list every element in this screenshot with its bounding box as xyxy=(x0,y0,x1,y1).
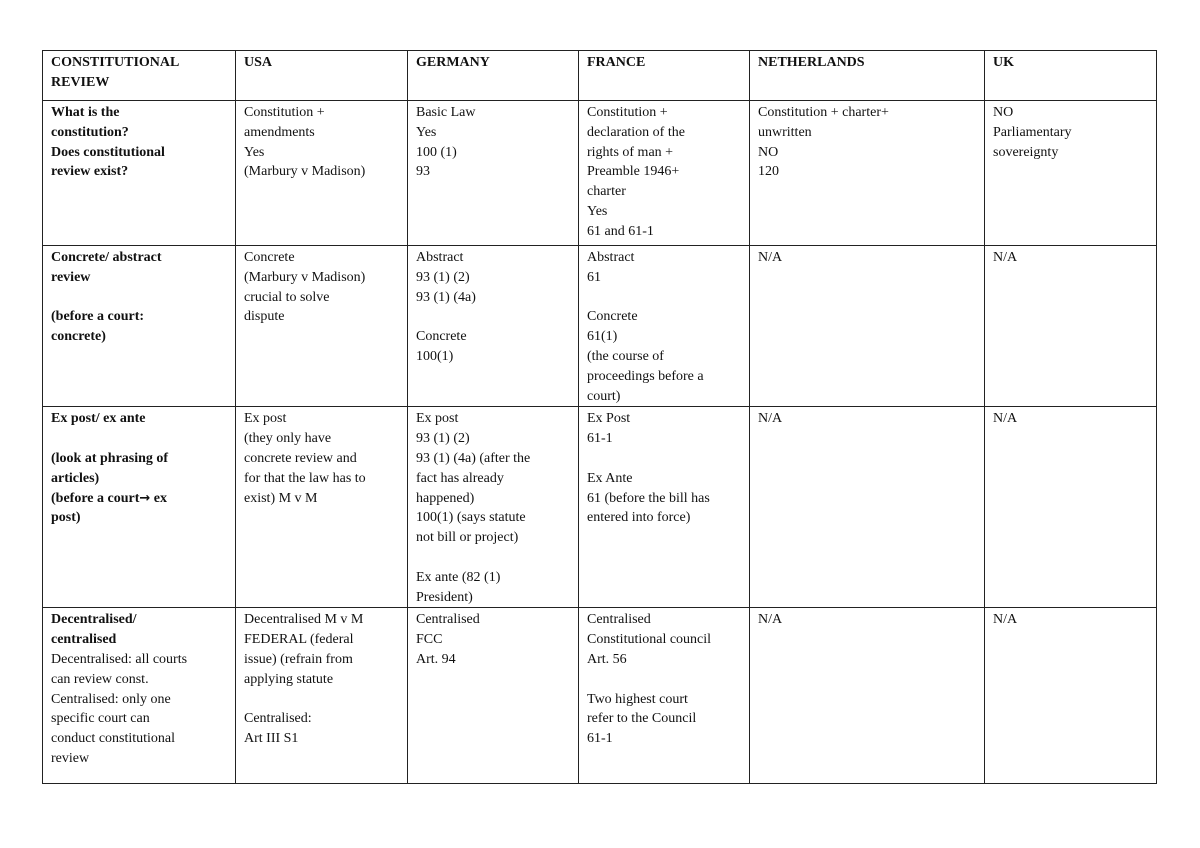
cell-line: Constitutional council xyxy=(587,632,712,648)
usa-cell xyxy=(236,407,408,608)
cell-line: Ex Ante xyxy=(587,470,633,486)
cell-line: centralised xyxy=(51,632,117,648)
cell-line: concrete) xyxy=(51,329,106,345)
cell-line: Yes xyxy=(244,144,265,160)
table-row xyxy=(43,101,1157,246)
cell-line: REVIEW xyxy=(51,74,110,90)
cell-line: entered into force) xyxy=(587,510,691,526)
uk-cell xyxy=(985,608,1157,784)
germany-cell xyxy=(408,608,579,784)
table-row xyxy=(43,608,1157,784)
cell-line: Concrete xyxy=(587,309,638,325)
cell-line: Concrete/ abstract xyxy=(51,250,162,265)
cell-line: happened) xyxy=(416,490,475,506)
cell-line: 61 and 61-1 xyxy=(587,223,654,239)
cell-line: Centralised xyxy=(416,612,480,628)
cell-line: can review const. xyxy=(51,671,149,687)
cell-line: N/A xyxy=(993,250,1018,265)
cell-line: Centralised xyxy=(587,612,651,628)
cell-line: post) xyxy=(51,510,81,526)
germany-cell xyxy=(408,407,579,608)
germany-cell xyxy=(408,246,579,407)
cell-line: Art. 94 xyxy=(416,651,456,667)
cell-line: proceedings before a xyxy=(587,368,704,384)
cell-line: specific court can xyxy=(51,711,150,727)
germany-cell xyxy=(408,101,579,246)
cell-line: concrete review and xyxy=(244,450,357,466)
cell-line: not bill or project) xyxy=(416,530,519,546)
cell-line: (Marbury v Madison) xyxy=(244,269,366,285)
arrow-right-icon: → xyxy=(139,490,151,506)
cell-line: Basic Law xyxy=(416,105,476,120)
row-criterion-cell xyxy=(43,407,236,608)
cell-line: CONSTITUTIONAL xyxy=(51,55,180,70)
cell-line: 61 xyxy=(587,269,601,285)
usa-cell xyxy=(236,246,408,407)
cell-line: Decentralised/ xyxy=(51,612,137,628)
usa-cell xyxy=(236,101,408,246)
france-cell xyxy=(579,246,750,407)
cell-line: 61-1 xyxy=(587,431,613,447)
header-france: FRANCE xyxy=(579,51,750,101)
cell-line: N/A xyxy=(758,411,783,427)
cell-line: FCC xyxy=(416,632,443,648)
cell-line: review exist? xyxy=(51,164,129,180)
cell-line: 100 (1) xyxy=(416,144,457,160)
netherlands-cell xyxy=(750,246,985,407)
header-usa: USA xyxy=(236,51,408,101)
uk-cell xyxy=(985,101,1157,246)
row-criterion-cell xyxy=(43,608,236,784)
cell-line: N/A xyxy=(758,250,783,265)
header-netherlands: NETHERLANDS xyxy=(750,51,985,101)
netherlands-cell xyxy=(750,407,985,608)
row-criterion-cell xyxy=(43,246,236,407)
table-row xyxy=(43,246,1157,407)
cell-line: Decentralised M v M xyxy=(244,612,364,628)
cell-line: court) xyxy=(587,388,621,404)
cell-line: review xyxy=(51,750,90,766)
cell-line: NO xyxy=(993,105,1014,120)
cell-line: Constitution + xyxy=(587,105,668,120)
cell-line: review xyxy=(51,269,91,285)
cell-line: Parliamentary xyxy=(993,124,1072,140)
cell-line: Abstract xyxy=(416,250,464,265)
cell-line: dispute xyxy=(244,309,285,325)
cell-line xyxy=(51,288,227,308)
cell-line: applying statute xyxy=(244,671,334,687)
cell-line: (the course of xyxy=(587,348,664,364)
cell-line: (before a court: xyxy=(51,309,145,325)
uk-cell xyxy=(985,407,1157,608)
cell-line: exist) M v M xyxy=(244,490,318,506)
cell-line: (before a court→ ex xyxy=(51,490,167,506)
cell-line: Centralised: xyxy=(244,711,312,727)
cell-line: President) xyxy=(416,589,473,605)
cell-line: Does constitutional xyxy=(51,144,165,160)
france-cell xyxy=(579,101,750,246)
cell-line: Ex ante (82 (1) xyxy=(416,569,501,585)
france-cell xyxy=(579,407,750,608)
table-row xyxy=(43,407,1157,608)
cell-line: 93 (1) (4a) xyxy=(416,289,476,305)
cell-line: Centralised: only one xyxy=(51,691,171,707)
cell-line: Abstract xyxy=(587,250,635,265)
cell-line: amendments xyxy=(244,124,315,140)
cell-line: N/A xyxy=(758,612,783,628)
cell-line: 93 (1) (2) xyxy=(416,431,470,447)
cell-line: Constitution + xyxy=(244,105,325,120)
cell-line: articles) xyxy=(51,470,100,486)
cell-line: Constitution + charter+ xyxy=(758,105,889,120)
cell-line: FEDERAL (federal xyxy=(244,632,354,648)
cell-line: Ex post xyxy=(416,411,459,427)
cell-line: 61 (before the bill has xyxy=(587,490,710,506)
cell-line: Ex post xyxy=(244,411,287,427)
cell-line xyxy=(51,429,227,449)
cell-line: NO xyxy=(758,144,779,160)
cell-line: Preamble 1946+ xyxy=(587,164,680,180)
cell-line: (look at phrasing of xyxy=(51,450,169,466)
cell-line xyxy=(587,449,741,469)
comparison-table xyxy=(42,50,1157,784)
cell-line: Concrete xyxy=(416,329,467,345)
header-uk: UK xyxy=(985,51,1157,101)
cell-line: 93 xyxy=(416,164,430,180)
cell-line: 100(1) xyxy=(416,348,454,364)
usa-cell xyxy=(236,608,408,784)
cell-line: constitution? xyxy=(51,124,129,140)
cell-line-suffix: ex xyxy=(150,490,167,506)
cell-line: refer to the Council xyxy=(587,711,697,727)
cell-line: fact has already xyxy=(416,470,504,486)
cell-line: (they only have xyxy=(244,431,332,447)
netherlands-cell xyxy=(750,608,985,784)
cell-line: rights of man + xyxy=(587,144,674,160)
cell-line: (Marbury v Madison) xyxy=(244,164,366,180)
row-criterion-cell xyxy=(43,101,236,246)
header-row xyxy=(43,51,1157,101)
cell-line xyxy=(244,690,399,710)
cell-line: 61(1) xyxy=(587,329,618,345)
cell-line xyxy=(587,670,741,690)
cell-line: declaration of the xyxy=(587,124,685,140)
cell-line: 93 (1) (2) xyxy=(416,269,470,285)
cell-line xyxy=(416,307,570,327)
cell-line: 93 (1) (4a) (after the xyxy=(416,450,531,466)
cell-line: unwritten xyxy=(758,124,812,140)
cell-line: Art. 56 xyxy=(587,651,627,667)
cell-line: 100(1) (says statute xyxy=(416,510,526,526)
cell-line: Ex post/ ex ante xyxy=(51,411,146,427)
cell-line: N/A xyxy=(993,411,1018,427)
cell-line: Ex Post xyxy=(587,411,631,427)
cell-line: sovereignty xyxy=(993,144,1059,160)
cell-line: What is the xyxy=(51,105,120,120)
cell-line: N/A xyxy=(993,612,1018,628)
netherlands-cell xyxy=(750,101,985,246)
cell-line: issue) (refrain from xyxy=(244,651,353,667)
cell-line: conduct constitutional xyxy=(51,731,176,747)
cell-line: Decentralised: all courts xyxy=(51,651,188,667)
uk-cell xyxy=(985,246,1157,407)
cell-line: Yes xyxy=(587,203,608,219)
cell-line: 61-1 xyxy=(587,731,613,747)
cell-line: Concrete xyxy=(244,250,295,265)
header-germany: GERMANY xyxy=(408,51,579,101)
cell-line: 120 xyxy=(758,164,779,180)
cell-line: crucial to solve xyxy=(244,289,330,305)
cell-line: charter xyxy=(587,184,626,200)
cell-line: Art III S1 xyxy=(244,731,299,747)
header-criterion xyxy=(43,51,236,101)
cell-line: Yes xyxy=(416,124,437,140)
cell-line xyxy=(587,288,741,308)
france-cell xyxy=(579,608,750,784)
cell-line xyxy=(416,548,570,568)
cell-line: Two highest court xyxy=(587,691,688,707)
cell-line: for that the law has to xyxy=(244,470,366,486)
